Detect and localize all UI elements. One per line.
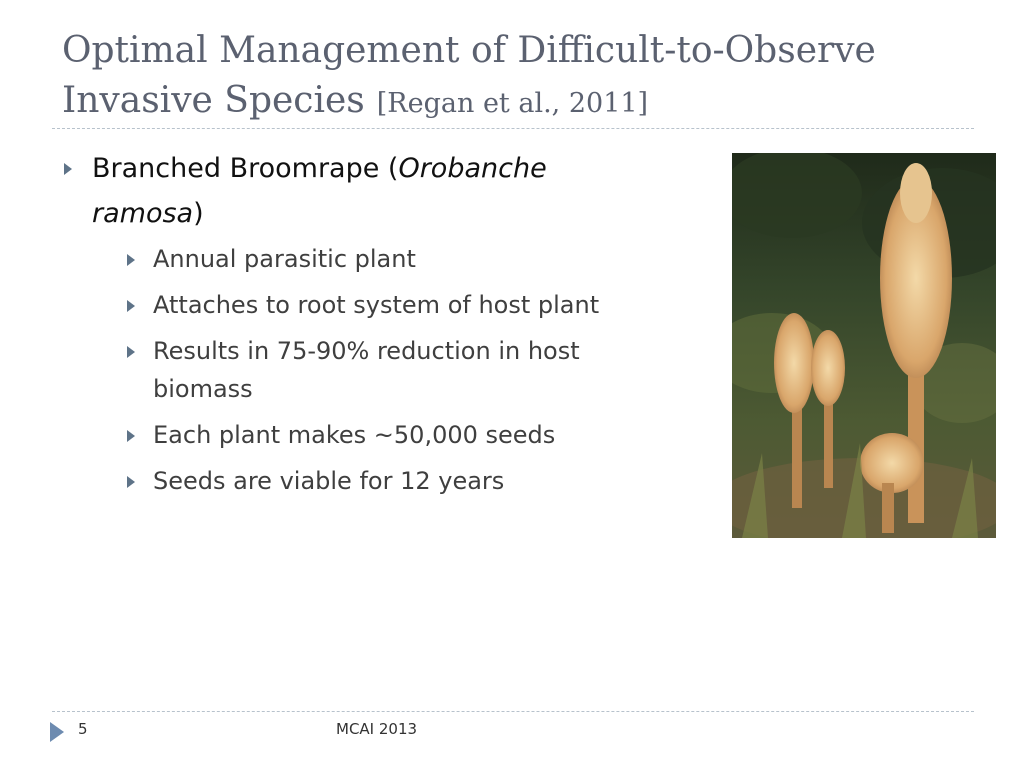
sub-bullet: [122, 462, 662, 500]
sub-bullet: [122, 416, 662, 454]
bullet-arrow-icon: [127, 476, 135, 488]
bullet-list: [62, 146, 662, 508]
sub-bullet-text: Annual parasitic plant: [153, 245, 416, 273]
footer-event: MCAI 2013: [336, 720, 418, 738]
footer-arrow-icon: [50, 722, 64, 742]
sub-bullet-list: [92, 240, 662, 500]
species-genus: Orobanche: [398, 153, 547, 184]
sub-bullet-text: Results in 75-90% reduction in host biomass: [153, 337, 580, 403]
bullet-arrow-icon: [64, 163, 72, 175]
bullet-arrow-icon: [127, 430, 135, 442]
broomrape-photo: [732, 153, 996, 538]
slide-title: [62, 26, 992, 129]
bullet-arrow-icon: [127, 254, 135, 266]
main-bullet-text-before: Branched Broomrape (: [92, 153, 399, 184]
bullet-arrow-icon: [127, 346, 135, 358]
sub-bullet-text: Attaches to root system of host plant: [153, 291, 600, 319]
sub-bullet: [122, 240, 662, 278]
title-line-2: Invasive Species: [62, 80, 365, 121]
title-citation: [Regan et al., 2011]: [376, 88, 649, 119]
title-divider: [52, 128, 974, 129]
sub-bullet-text: Seeds are viable for 12 years: [153, 467, 505, 495]
main-bullet-text-after: ): [193, 198, 204, 229]
footer-divider: [52, 711, 974, 712]
sub-bullet-text: Each plant makes ~50,000 seeds: [153, 421, 556, 449]
main-bullet: [62, 146, 662, 500]
species-epithet: ramosa: [92, 198, 194, 229]
title-line-1: Optimal Management of Difficult-to-Observe: [62, 30, 876, 71]
sub-bullet: [122, 286, 662, 324]
bullet-arrow-icon: [127, 300, 135, 312]
sub-bullet: [122, 332, 662, 408]
slide-number: 5: [78, 720, 88, 738]
